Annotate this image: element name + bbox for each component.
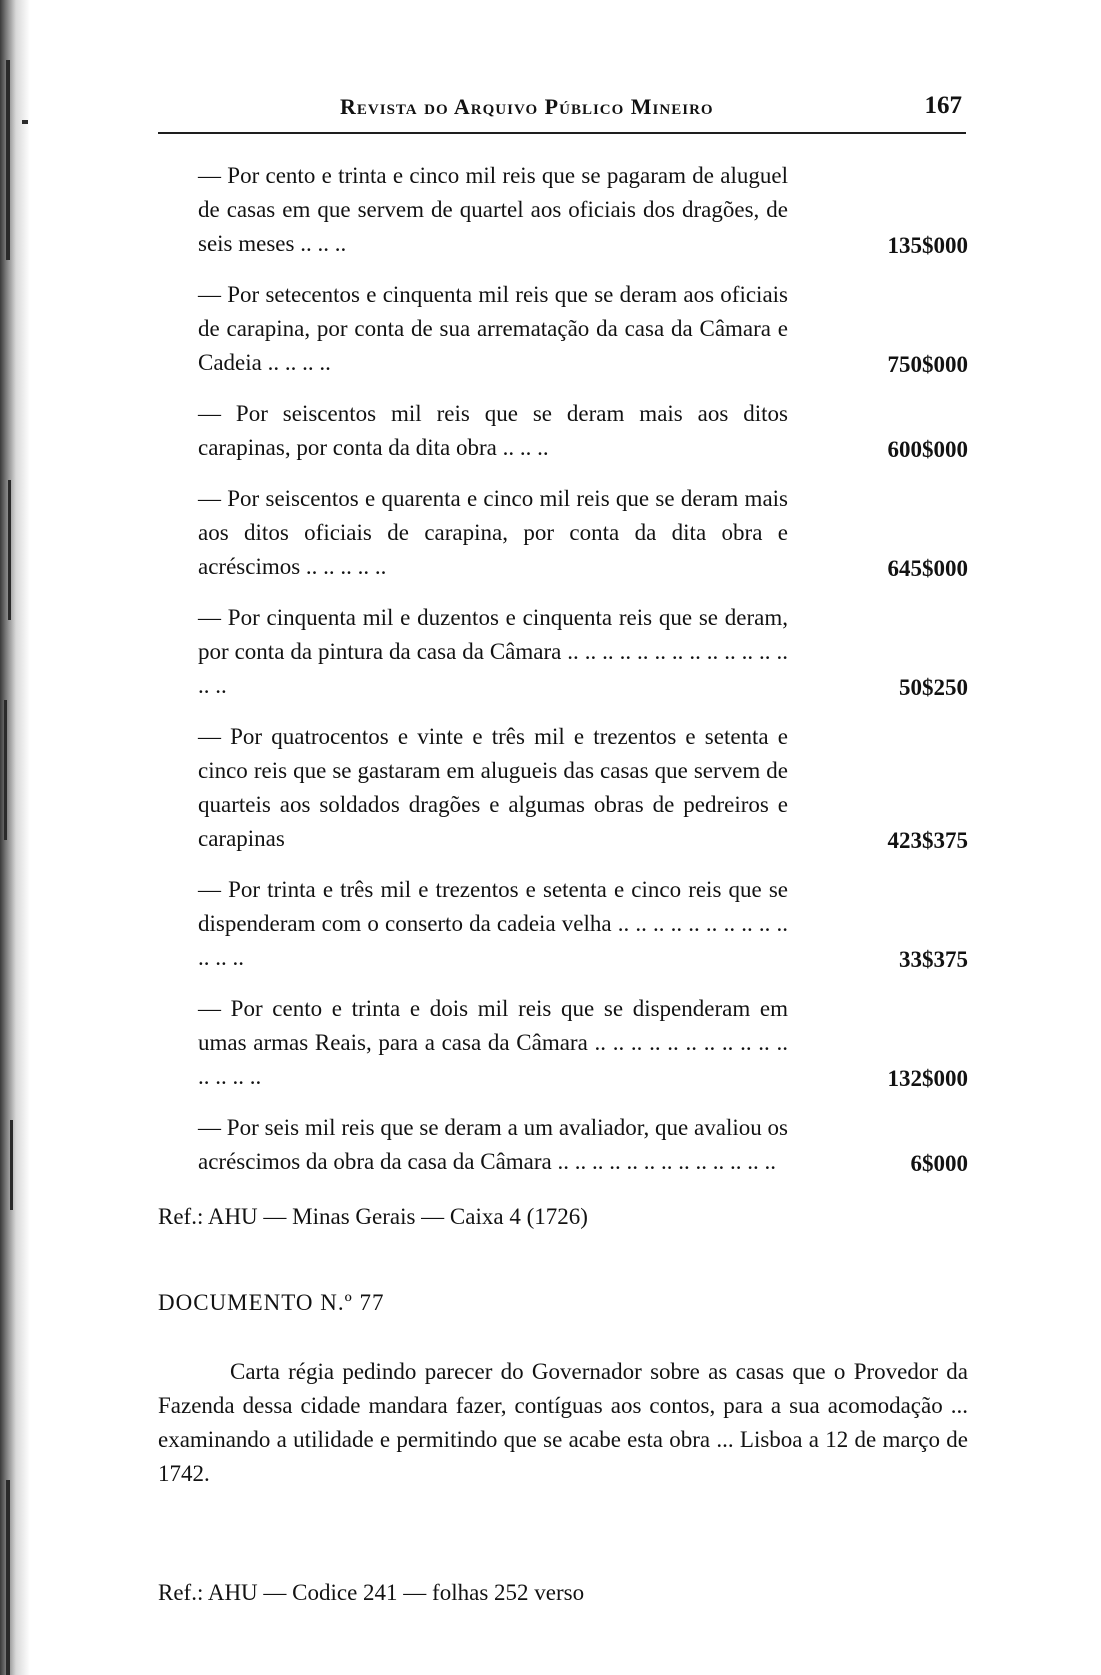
entry-amount: 132$000	[887, 1066, 968, 1091]
scan-mark	[6, 60, 10, 260]
expense-entry	[158, 397, 968, 465]
entry-amount: 6$000	[910, 1151, 968, 1176]
scan-mark	[6, 1480, 10, 1675]
reference-line: Ref.: AHU — Codice 241 — folhas 252 verso	[158, 1580, 585, 1605]
scan-mark	[4, 700, 7, 840]
entry-text: — Por seis mil reis que se deram a um avaliador, que avaliou os acréscimos da obra da casa da Câmara .. .. .. .. .. .. .. .. .. .. .. .. ..	[198, 1115, 788, 1174]
running-header	[158, 92, 966, 134]
document-heading: DOCUMENTO N.º 77	[158, 1290, 385, 1315]
expense-entry	[158, 720, 968, 856]
entry-amount: 645$000	[887, 556, 968, 581]
running-title: Revista do Arquivo Público Mineiro	[340, 94, 714, 119]
expense-entry	[158, 873, 968, 975]
expense-entry	[158, 159, 968, 261]
expense-entry	[158, 601, 968, 703]
entry-text: — Por setecentos e cinquenta mil reis que se deram aos oficiais de carapina, por conta de sua arrematação da casa da Câmara e Cadeia .. .. .. ..	[198, 282, 788, 375]
expense-entry	[158, 992, 968, 1094]
entry-amount: 33$375	[899, 947, 968, 972]
entry-amount: 600$000	[887, 437, 968, 462]
entry-text: — Por seiscentos e quarenta e cinco mil reis que se deram mais aos ditos oficiais de carapina, por conta da dita obra e acréscimos .. .. .. .. ..	[198, 486, 788, 579]
scan-mark	[10, 1120, 13, 1210]
page-number: 167	[924, 92, 962, 119]
entry-text: — Por trinta e três mil e trezentos e setenta e cinco reis que se dispenderam com o conserto da cadeia velha .. .. .. .. .. .. .. .. .. .. .. .. ..	[198, 877, 788, 970]
entry-text: — Por cento e trinta e cinco mil reis que se pagaram de aluguel de casas em que servem de quartel aos oficiais dos dragões, de seis meses .. .. ..	[198, 163, 788, 256]
entry-amount: 423$375	[887, 828, 968, 853]
entry-amount: 135$000	[887, 233, 968, 258]
entry-text: — Por cinquenta mil e duzentos e cinquenta reis que se deram, por conta da pintura da casa da Câmara .. .. .. .. .. .. .. .. .. .. .. .. .. .. ..	[198, 605, 788, 698]
expense-entry	[158, 278, 968, 380]
expense-list	[158, 159, 968, 1196]
entry-amount: 750$000	[887, 352, 968, 377]
scan-mark	[22, 120, 28, 124]
entry-text: — Por cento e trinta e dois mil reis que se dispenderam em umas armas Reais, para a casa da Câmara .. .. .. .. .. .. .. .. .. .. .. .. .. .. ..	[198, 996, 788, 1089]
entry-text: — Por seiscentos mil reis que se deram mais aos ditos carapinas, por conta da dita obra .. .. ..	[198, 401, 788, 460]
expense-entry	[158, 482, 968, 584]
expense-entry	[158, 1111, 968, 1179]
entry-amount: 50$250	[899, 675, 968, 700]
reference-line: Ref.: AHU — Minas Gerais — Caixa 4 (1726)	[158, 1204, 588, 1229]
entry-text: — Por quatrocentos e vinte e três mil e trezentos e setenta e cinco reis que se gastaram em alugueis das casas que servem de quarteis aos soldados dragões e algumas obras de pedreiros e carapinas	[198, 724, 788, 851]
document-summary: Carta régia pedindo parecer do Governador sobre as casas que o Provedor da Fazenda dessa cidade mandara fazer, contíguas aos contos, para a sua acomodação ... examinando a utilidade e permitindo que se acabe esta obra ... Lisboa a 12 de março de 1742.	[158, 1359, 968, 1486]
scan-mark	[8, 480, 11, 620]
